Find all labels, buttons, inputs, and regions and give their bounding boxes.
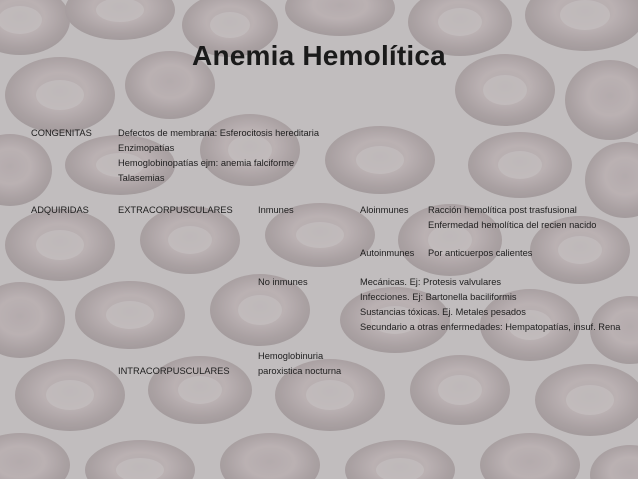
slide-title: Anemia Hemolítica <box>192 40 446 71</box>
aloinmunes-item: Enfermedad hemolítica del recien nacido <box>428 220 597 230</box>
extracorpusculares-label: EXTRACORPUSCULARES <box>118 205 233 215</box>
adquiridas-label: ADQUIRIDAS <box>31 205 89 215</box>
congenitas-label: CONGENITAS <box>31 128 92 138</box>
no-inmunes-item: Infecciones. Ej: Bartonella baciliformis <box>360 292 517 302</box>
aloinmunes-item: Racción hemolítica post trasfusional <box>428 205 577 215</box>
no-inmunes-item: Sustancias tóxicas. Ej. Metales pesados <box>360 307 526 317</box>
congenitas-item: Talasemias <box>118 173 165 183</box>
congenitas-item: Defectos de membrana: Esferocitosis hereditaria <box>118 128 320 138</box>
intracorpusculares-detail: paroxistica nocturna <box>258 366 342 376</box>
no-inmunes-item: Mecánicas. Ej: Protesis valvulares <box>360 277 502 287</box>
no-inmunes-label: No inmunes <box>258 277 308 287</box>
autoinmunes-item: Por anticuerpos calientes <box>428 248 533 258</box>
intracorpusculares-detail: Hemoglobinuria <box>258 351 324 361</box>
aloinmunes-label: Aloinmunes <box>360 205 409 215</box>
no-inmunes-item: Secundario a otras enfermedades: Hempatopatías, insuf. Rena <box>360 322 621 332</box>
autoinmunes-label: Autoinmunes <box>360 248 415 258</box>
inmunes-label: Inmunes <box>258 205 294 215</box>
intracorpusculares-label: INTRACORPUSCULARES <box>118 366 230 376</box>
congenitas-item: Hemoglobinopatías ejm: anemia falciforme <box>118 158 295 168</box>
congenitas-item: Enzimopatías <box>118 143 175 153</box>
